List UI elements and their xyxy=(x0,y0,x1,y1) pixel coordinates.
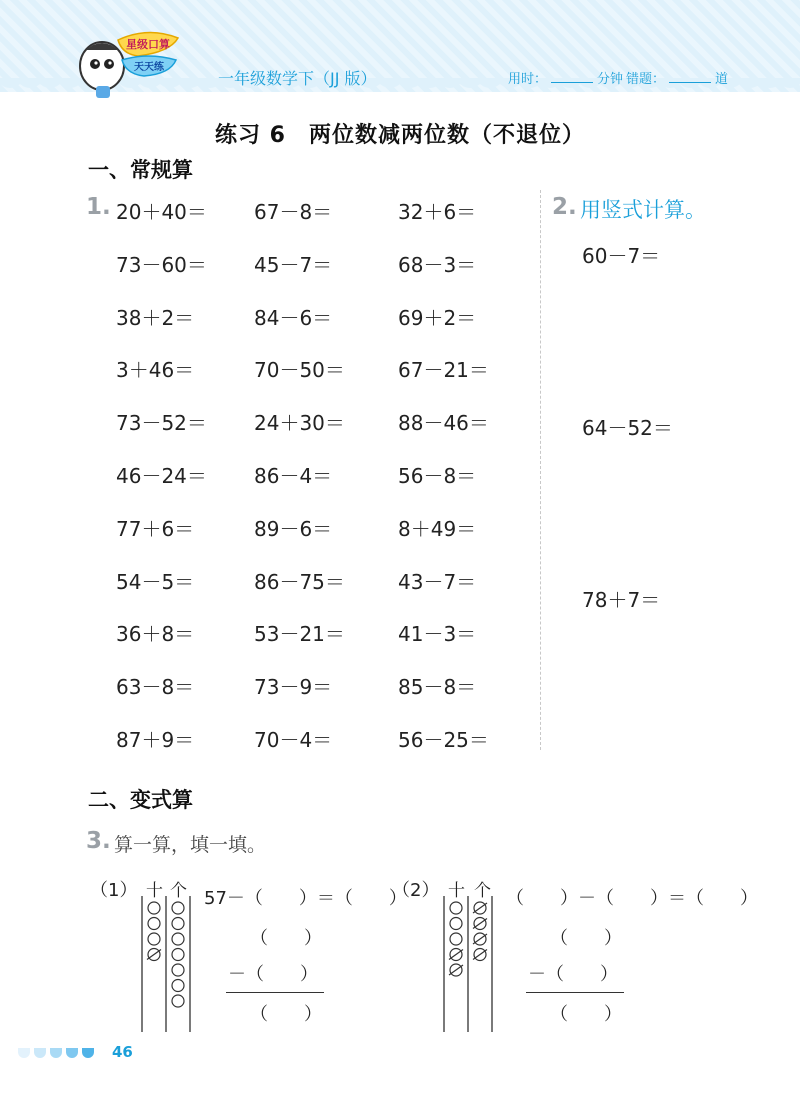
ones-bead-7 xyxy=(172,995,184,1007)
q3-part1-vert-row1: （ ） xyxy=(250,928,322,949)
q3-part2-vert-line xyxy=(526,992,624,993)
mascot-logo xyxy=(78,22,210,102)
q2-item-3: 78＋7＝ xyxy=(582,588,661,612)
q3-part2-tens-head: 十 xyxy=(448,881,465,901)
footer-dot-4 xyxy=(66,1048,78,1058)
q1-col1-equation-7: 77＋6＝ xyxy=(116,516,195,541)
tens-bead-2 xyxy=(148,918,160,930)
q1-col3-equation-4: 67－21＝ xyxy=(398,358,489,383)
mascot-text-top: 星级口算 xyxy=(126,38,170,51)
q1-col3-equation-11: 56－25＝ xyxy=(398,728,489,752)
q1-col3-equation-9: 41－3＝ xyxy=(398,622,477,647)
ones-bead-1 xyxy=(172,902,184,914)
q1-col2-equation-4: 70－50＝ xyxy=(254,358,345,383)
q1-col3-equation-7: 8＋49＝ xyxy=(398,516,477,541)
q3-part1-vert-row3: （ ） xyxy=(250,1004,322,1025)
errors-blank[interactable] xyxy=(669,70,711,83)
time-unit: 分钟 xyxy=(597,72,624,87)
q1-col2-equation-10: 73－9＝ xyxy=(254,675,333,700)
time-blank[interactable] xyxy=(551,70,593,83)
time-field xyxy=(508,68,623,87)
q3-part2-vert-row1: （ ） xyxy=(550,928,622,949)
q3-part2-vert-row3: （ ） xyxy=(550,1004,622,1025)
ones-bead-5 xyxy=(172,964,184,976)
q1-col1-equation-1: 20＋40＝ xyxy=(116,200,207,224)
q2-instruction: 用竖式计算。 xyxy=(580,198,706,222)
q1-col3-equation-2: 68－3＝ xyxy=(398,252,477,277)
q3-instruction: 算一算，填一填。 xyxy=(114,834,267,856)
q3-number: 3. xyxy=(86,828,111,854)
q3-part2-ones-head: 个 xyxy=(474,881,491,901)
q1-col1-equation-11: 87＋9＝ xyxy=(116,728,195,752)
q1-col3-equation-1: 32＋6＝ xyxy=(398,200,477,224)
q2-number: 2. xyxy=(552,194,577,220)
section-1-title: 一、常规算 xyxy=(88,158,193,182)
q1-col2-equation-7: 89－6＝ xyxy=(254,516,333,541)
q1-col1-equation-10: 63－8＝ xyxy=(116,675,195,700)
tens-bead-1 xyxy=(148,902,160,914)
ones-bead-6 xyxy=(172,980,184,992)
q3-part2-vert-row2: －（ ） xyxy=(528,964,618,985)
footer-dot-1 xyxy=(18,1048,30,1058)
column-divider xyxy=(540,190,541,750)
section-2-title: 二、变式算 xyxy=(88,788,193,812)
errors-label: 错题： xyxy=(626,72,666,87)
q3-part1-vert-row2: －（ ） xyxy=(228,964,318,985)
q2-item-2: 64－52＝ xyxy=(582,416,673,440)
lesson-title: 练习 6 两位数减两位数（不退位） xyxy=(215,123,585,148)
book-title: 一年级数学下（JJ 版） xyxy=(218,69,377,88)
q1-number: 1. xyxy=(86,194,111,220)
tens-bead-3 xyxy=(450,933,462,945)
errors-field xyxy=(626,68,728,87)
q3-part1-vert-line xyxy=(226,992,324,993)
q1-col3-equation-10: 85－8＝ xyxy=(398,675,477,700)
q1-col1-equation-8: 54－5＝ xyxy=(116,569,195,594)
footer-dot-5 xyxy=(82,1048,94,1058)
q1-col1-equation-4: 3＋46＝ xyxy=(116,358,195,383)
q1-col1-equation-2: 73－60＝ xyxy=(116,252,207,277)
q3-part1-place-value-chart xyxy=(138,896,198,1032)
q1-col3-equation-6: 56－8＝ xyxy=(398,464,477,488)
q1-col2-equation-6: 86－4＝ xyxy=(254,464,333,488)
page-number: 46 xyxy=(112,1043,133,1061)
footer-dot-3 xyxy=(50,1048,62,1058)
q3-part2-label: （2） xyxy=(392,880,440,901)
errors-unit: 道 xyxy=(715,72,729,87)
ones-bead-4 xyxy=(172,949,184,961)
q1-col2-equation-8: 86－75＝ xyxy=(254,569,345,594)
mascot-text-bottom: 天天练 xyxy=(134,62,164,73)
tens-bead-1 xyxy=(450,902,462,914)
time-label: 用时： xyxy=(508,72,548,87)
q1-col2-equation-1: 67－8＝ xyxy=(254,200,333,224)
q1-col2-equation-2: 45－7＝ xyxy=(254,252,333,277)
q3-part1-ones-head: 个 xyxy=(170,881,187,901)
q1-col3-equation-5: 88－46＝ xyxy=(398,411,489,436)
q2-item-1: 60－7＝ xyxy=(582,244,661,268)
q1-col3-equation-8: 43－7＝ xyxy=(398,569,477,594)
q1-col1-equation-9: 36＋8＝ xyxy=(116,622,195,647)
q1-col2-equation-5: 24＋30＝ xyxy=(254,411,345,436)
q3-part1-tens-head: 十 xyxy=(146,881,163,901)
q3-part1-equation: 57－（ ）＝（ ） xyxy=(204,888,407,909)
q3-part2-equation: （ ）－（ ）＝（ ） xyxy=(506,888,758,909)
tens-bead-3 xyxy=(148,933,160,945)
tens-bead-2 xyxy=(450,918,462,930)
q1-col1-equation-6: 46－24＝ xyxy=(116,464,207,488)
ones-bead-2 xyxy=(172,918,184,930)
footer-dot-2 xyxy=(34,1048,46,1058)
q1-col3-equation-3: 69＋2＝ xyxy=(398,305,477,330)
q3-part2-place-value-chart xyxy=(440,896,500,1032)
q1-col1-equation-5: 73－52＝ xyxy=(116,411,207,436)
q1-col2-equation-11: 70－4＝ xyxy=(254,728,333,752)
q3-part1-label: （1） xyxy=(90,880,138,901)
q1-col2-equation-9: 53－21＝ xyxy=(254,622,345,647)
ones-bead-3 xyxy=(172,933,184,945)
q1-col2-equation-3: 84－6＝ xyxy=(254,305,333,330)
q1-col1-equation-3: 38＋2＝ xyxy=(116,305,195,330)
